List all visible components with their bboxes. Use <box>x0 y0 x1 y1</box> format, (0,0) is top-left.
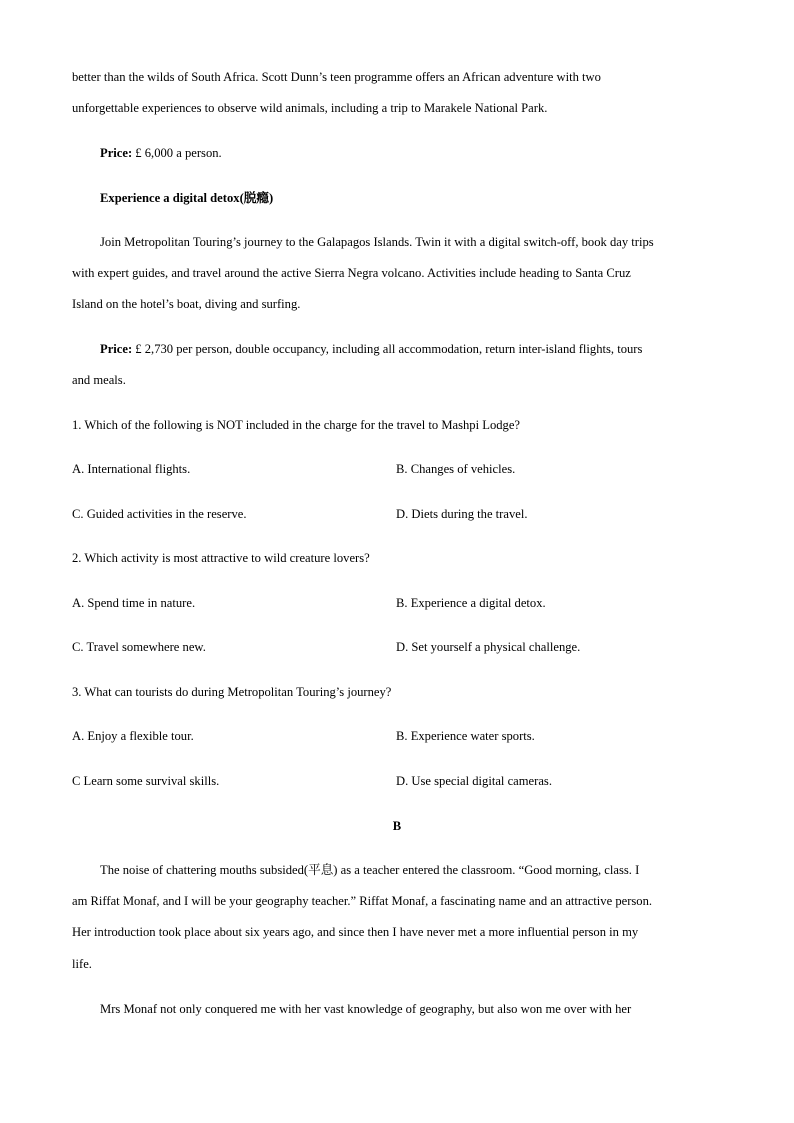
passage-line: unforgettable experiences to observe wild animals, including a trip to Marakele National Park. <box>72 101 548 115</box>
option-c: C Learn some survival skills. <box>72 774 220 788</box>
section-title: B <box>392 819 402 833</box>
passage-line: Her introduction took place about six years ago, and since then I have never met a more influential person in my <box>72 925 639 939</box>
price-value: £ 6,000 a person. <box>132 146 222 160</box>
option-a: A. Spend time in nature. <box>72 596 196 610</box>
price-line-cont: and meals. <box>72 373 126 387</box>
passage-line: better than the wilds of South Africa. Scott Dunn’s teen programme offers an African adventure with two <box>72 70 601 84</box>
passage-line: am Riffat Monaf, and I will be your geography teacher.” Riffat Monaf, a fascinating name and an attractive person. <box>72 894 653 908</box>
price-label: Price: <box>100 146 133 160</box>
option-c: C. Guided activities in the reserve. <box>72 507 247 521</box>
passage-line: life. <box>72 957 92 971</box>
option-a: A. Enjoy a flexible tour. <box>72 729 194 743</box>
passage-line: with expert guides, and travel around the active Sierra Negra volcano. Activities include heading to Santa Cruz <box>72 266 631 280</box>
option-d: D. Set yourself a physical challenge. <box>396 640 581 654</box>
passage-line: Join Metropolitan Touring’s journey to the Galapagos Islands. Twin it with a digital switch-off, book day trips <box>100 235 654 249</box>
passage-line: Mrs Monaf not only conquered me with her vast knowledge of geography, but also won me over with her <box>100 1002 632 1016</box>
passage-line: Island on the hotel’s boat, diving and surfing. <box>72 297 301 311</box>
price-line <box>100 145 222 161</box>
option-b: B. Experience a digital detox. <box>396 596 546 610</box>
question-stem: 3. What can tourists do during Metropolitan Touring’s journey? <box>72 685 392 699</box>
option-c: C. Travel somewhere new. <box>72 640 206 654</box>
option-d: D. Diets during the travel. <box>396 507 528 521</box>
question-stem: 2. Which activity is most attractive to wild creature lovers? <box>72 551 370 565</box>
section-heading: Experience a digital detox(脱瘾) <box>100 191 274 205</box>
price-line <box>100 341 642 357</box>
price-label: Price: <box>100 342 133 356</box>
option-b: B. Changes of vehicles. <box>396 462 516 476</box>
option-b: B. Experience water sports. <box>396 729 535 743</box>
price-value: £ 2,730 per person, double occupancy, including all accommodation, return inter-island flights, tours <box>132 342 643 356</box>
question-stem: 1. Which of the following is NOT included in the charge for the travel to Mashpi Lodge? <box>72 418 521 432</box>
option-a: A. International flights. <box>72 462 191 476</box>
option-d: D. Use special digital cameras. <box>396 774 552 788</box>
passage-line: The noise of chattering mouths subsided(平息) as a teacher entered the classroom. “Good morning, class. I <box>100 863 640 877</box>
